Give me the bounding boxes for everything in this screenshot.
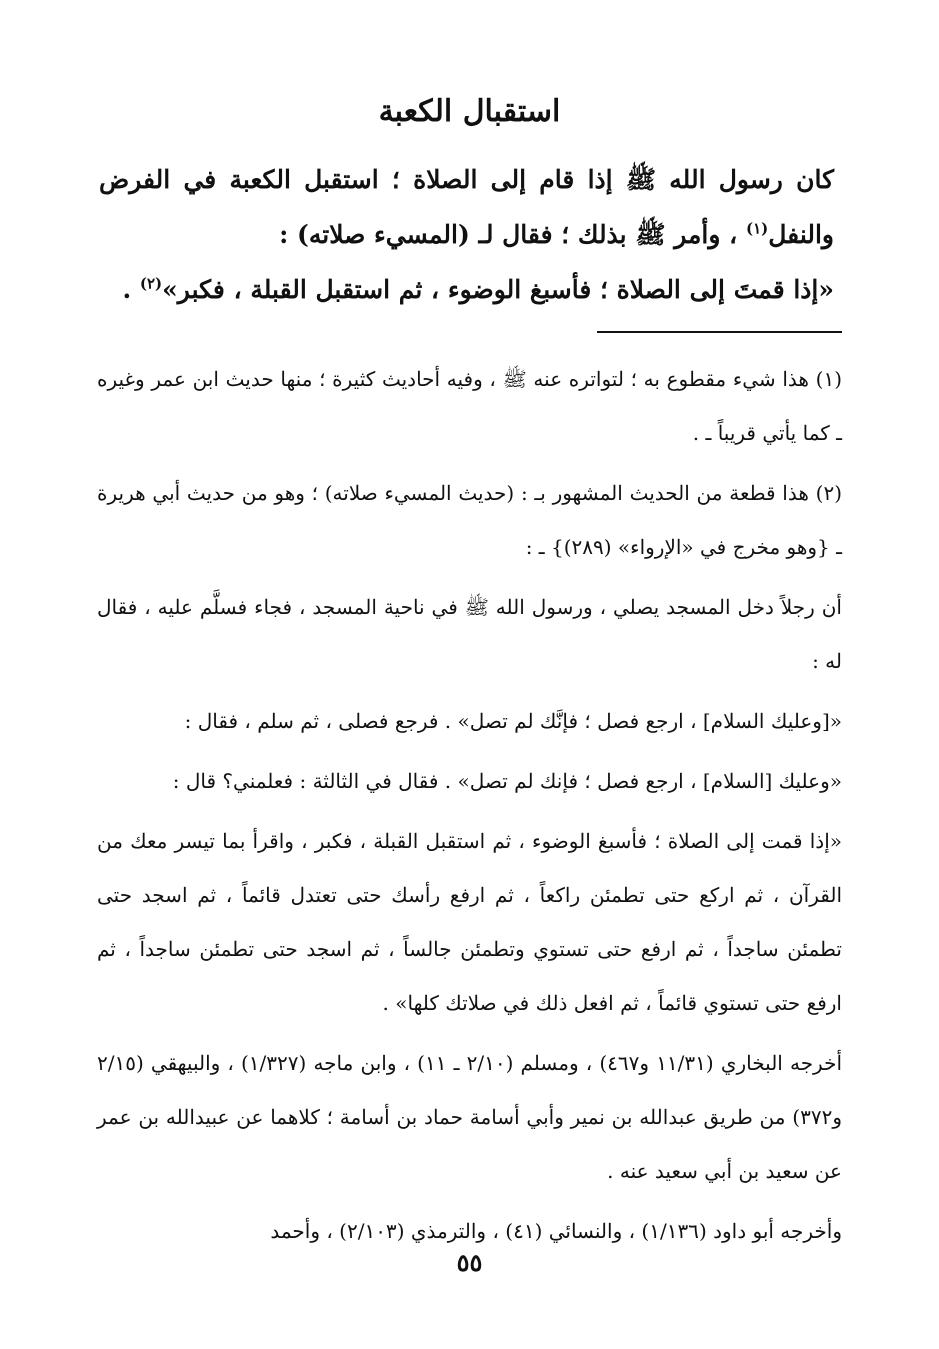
- footnotes: [97, 352, 842, 1264]
- quote-end: .: [122, 275, 140, 304]
- main-line-2: ، وأمر ﷺ بذلك ؛ فقال لـ (المسيء صلاته) :: [279, 220, 738, 249]
- footnote-separator: [597, 331, 842, 333]
- footnote-2-text-1: أن رجلاً دخل المسجد يصلي ، ورسول الله ﷺ في ناحية المسجد ، فجاء فسلَّم عليه ، فقال له :: [97, 595, 842, 673]
- footnote-2-takhrij-2: وأخرجه أبو داود (١/١٣٦) ، والنسائي (٤١) ، والترمذي (٢/١٠٣) ، وأحمد: [270, 1219, 842, 1243]
- footnote-2-text-3: «وعليك [السلام] ، ارجع فصل ؛ فإنك لم تصل» . فقال في الثالثة : فعلمني؟ قال :: [172, 769, 842, 793]
- footnote-1: (١) هذا شيء مقطوع به ؛ لتواتره عنه ﷺ ، وفيه أحاديث كثيرة ؛ منها حديث ابن عمر وغيره ـ كما يأتي قريباً ـ .: [97, 367, 842, 445]
- hadith-quote: [99, 262, 834, 317]
- main-text: [99, 152, 834, 317]
- footnote-2-takhrij-1: أخرجه البخاري (١١/٣١ و٤٦٧) ، ومسلم (٢/١٠ ـ ١١) ، وابن ماجه (١/٣٢٧) ، والبيهقي (٢/١٥ و٣٧٢) من طريق عبدالله بن نمير وأبي أسامة حماد بن أسامة ؛ كلاهما عن عبيدالله بن عمر عن سعيد بن أبي سعيد عنه .: [97, 1051, 843, 1183]
- main-line-1: كان رسول الله ﷺ إذا قام إلى الصلاة ؛ استقبل الكعبة في الفرض والنفل: [99, 165, 834, 249]
- footnote-ref-1[interactable]: (١): [745, 219, 769, 238]
- footnote-2-text-2: «[وعليك السلام] ، ارجع فصل ؛ فإنَّك لم تصل» . فرجع فصلى ، ثم سلم ، فقال :: [184, 709, 842, 733]
- section-heading: استقبال الكعبة: [378, 94, 561, 129]
- footnote-ref-2[interactable]: (٢): [139, 274, 163, 293]
- footnote-2: (٢) هذا قطعة من الحديث المشهور بـ : (حديث المسيء صلاته) ؛ وهو من حديث أبي هريرة ـ {وهو مخرج في «الإرواء» (٢٨٩)} ـ :: [97, 481, 842, 559]
- main-paragraph: [99, 152, 834, 262]
- page-number: ٥٥: [456, 1248, 483, 1277]
- quote-text: «إذا قمتَ إلى الصلاة ؛ فأسبغ الوضوء ، ثم استقبل القبلة ، فكبر»: [162, 275, 834, 304]
- footnote-2-hadith: «إذا قمت إلى الصلاة ؛ فأسبغ الوضوء ، ثم استقبل القبلة ، فكبر ، واقرأ بما تيسر معك من القرآن ، ثم اركع حتى تطمئن راكعاً ، ثم ارفع رأسك حتى تعتدل قائماً ، ثم اسجد حتى تطمئن ساجداً ، ثم ارفع حتى تستوي وتطمئن جالساً ، ثم اسجد حتى تطمئن ساجداً ، ثم ارفع حتى تستوي قائماً ، ثم افعل ذلك في صلاتك كلها» .: [97, 829, 842, 1015]
